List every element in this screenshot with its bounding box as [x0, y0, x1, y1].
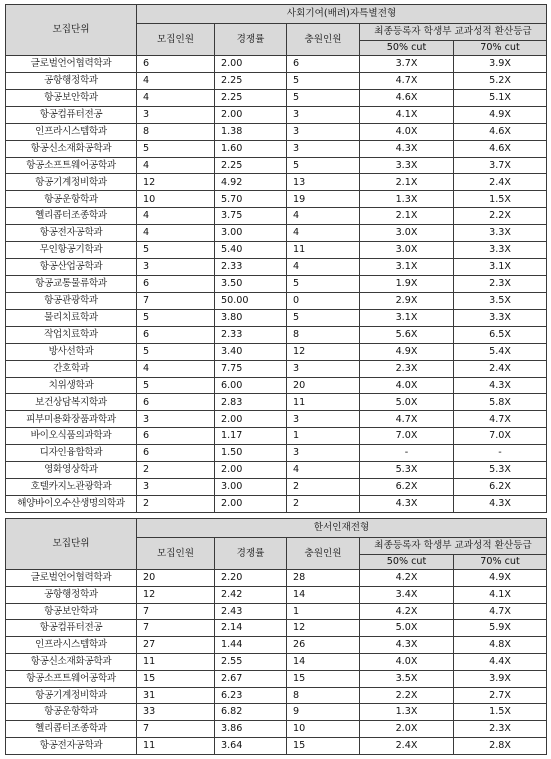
header-recruit: 모집인원	[137, 538, 215, 570]
table-row	[6, 411, 547, 428]
dept-name-cell: 항공전자공학과	[6, 225, 137, 242]
filled-count-cell: 15	[287, 670, 360, 687]
table-row	[6, 445, 547, 462]
competition-rate-cell: 2.20	[215, 570, 287, 587]
grade-70-cut-cell: 5.8X	[454, 394, 547, 411]
grade-50-cut-cell: 4.2X	[360, 570, 454, 587]
filled-count-cell: 5	[287, 309, 360, 326]
recruit-count-cell: 31	[137, 687, 215, 704]
grade-50-cut-cell: 3.1X	[360, 259, 454, 276]
filled-count-cell: 20	[287, 377, 360, 394]
grade-50-cut-cell: 5.3X	[360, 462, 454, 479]
dept-name-cell: 항공신소재화공학과	[6, 140, 137, 157]
table-row	[6, 721, 547, 738]
recruit-count-cell: 15	[137, 670, 215, 687]
filled-count-cell: 13	[287, 174, 360, 191]
dept-name-cell: 헬리콥터조종학과	[6, 721, 137, 738]
competition-rate-cell: 2.83	[215, 394, 287, 411]
dept-name-cell: 공항행정학과	[6, 72, 137, 89]
grade-50-cut-cell: 2.3X	[360, 360, 454, 377]
grade-70-cut-cell: 5.4X	[454, 343, 547, 360]
competition-rate-cell: 1.38	[215, 123, 287, 140]
filled-count-cell: 26	[287, 637, 360, 654]
table-row	[6, 259, 547, 276]
dept-name-cell: 항공컴퓨터전공	[6, 620, 137, 637]
grade-70-cut-cell: 1.5X	[454, 191, 547, 208]
competition-rate-cell: 1.60	[215, 140, 287, 157]
recruit-count-cell: 2	[137, 495, 215, 512]
recruit-count-cell: 5	[137, 242, 215, 259]
dept-name-cell: 헬리콥터조종학과	[6, 208, 137, 225]
competition-rate-cell: 3.75	[215, 208, 287, 225]
grade-50-cut-cell: 1.9X	[360, 275, 454, 292]
grade-50-cut-cell: 3.4X	[360, 586, 454, 603]
header-unit: 모집단위	[6, 519, 137, 570]
recruit-count-cell: 4	[137, 157, 215, 174]
header-50-cut: 50% cut	[360, 555, 454, 570]
competition-rate-cell: 2.55	[215, 653, 287, 670]
competition-rate-cell: 3.64	[215, 737, 287, 754]
grade-50-cut-cell: 6.2X	[360, 479, 454, 496]
filled-count-cell: 28	[287, 570, 360, 587]
recruit-count-cell: 10	[137, 191, 215, 208]
filled-count-cell: 3	[287, 445, 360, 462]
table-row	[6, 479, 547, 496]
recruit-count-cell: 11	[137, 737, 215, 754]
dept-name-cell: 바이오식품의과학과	[6, 428, 137, 445]
grade-50-cut-cell: 4.9X	[360, 343, 454, 360]
grade-70-cut-cell: 4.9X	[454, 106, 547, 123]
grade-70-cut-cell: 4.3X	[454, 377, 547, 394]
dept-name-cell: 디자인융합학과	[6, 445, 137, 462]
dept-name-cell: 항공관광학과	[6, 292, 137, 309]
grade-70-cut-cell: 2.2X	[454, 208, 547, 225]
header-70-cut: 70% cut	[454, 41, 547, 56]
grade-50-cut-cell: -	[360, 445, 454, 462]
grade-70-cut-cell: 5.9X	[454, 620, 547, 637]
header-compete: 경쟁률	[215, 24, 287, 56]
recruit-count-cell: 7	[137, 292, 215, 309]
dept-name-cell: 작업치료학과	[6, 326, 137, 343]
table-row	[6, 670, 547, 687]
table-row	[6, 570, 547, 587]
filled-count-cell: 3	[287, 360, 360, 377]
competition-rate-cell: 1.17	[215, 428, 287, 445]
header-filled: 충원인원	[287, 538, 360, 570]
dept-name-cell: 피부미용화장품과학과	[6, 411, 137, 428]
grade-70-cut-cell: 6.2X	[454, 479, 547, 496]
dept-name-cell: 인프라시스템학과	[6, 637, 137, 654]
grade-70-cut-cell: 4.8X	[454, 637, 547, 654]
filled-count-cell: 2	[287, 479, 360, 496]
grade-50-cut-cell: 2.1X	[360, 174, 454, 191]
grade-50-cut-cell: 5.6X	[360, 326, 454, 343]
grade-70-cut-cell: 3.3X	[454, 242, 547, 259]
grade-70-cut-cell: 2.4X	[454, 360, 547, 377]
recruit-count-cell: 5	[137, 343, 215, 360]
grade-70-cut-cell: 3.3X	[454, 225, 547, 242]
grade-70-cut-cell: 4.1X	[454, 586, 547, 603]
recruit-count-cell: 11	[137, 653, 215, 670]
grade-50-cut-cell: 4.0X	[360, 653, 454, 670]
dept-name-cell: 방사선학과	[6, 343, 137, 360]
grade-50-cut-cell: 7.0X	[360, 428, 454, 445]
filled-count-cell: 14	[287, 653, 360, 670]
recruit-count-cell: 3	[137, 106, 215, 123]
table-row	[6, 89, 547, 106]
filled-count-cell: 5	[287, 157, 360, 174]
table-row	[6, 495, 547, 512]
grade-50-cut-cell: 5.0X	[360, 394, 454, 411]
recruit-count-cell: 6	[137, 275, 215, 292]
filled-count-cell: 0	[287, 292, 360, 309]
recruit-count-cell: 4	[137, 208, 215, 225]
grade-50-cut-cell: 3.7X	[360, 56, 454, 73]
grade-70-cut-cell: 7.0X	[454, 428, 547, 445]
filled-count-cell: 4	[287, 462, 360, 479]
grade-70-cut-cell: -	[454, 445, 547, 462]
competition-rate-cell: 3.86	[215, 721, 287, 738]
filled-count-cell: 3	[287, 411, 360, 428]
grade-70-cut-cell: 3.9X	[454, 56, 547, 73]
filled-count-cell: 6	[287, 56, 360, 73]
dept-name-cell: 항공소프트웨어공학과	[6, 670, 137, 687]
filled-count-cell: 4	[287, 225, 360, 242]
grade-50-cut-cell: 5.0X	[360, 620, 454, 637]
grade-50-cut-cell: 2.0X	[360, 721, 454, 738]
recruit-count-cell: 5	[137, 140, 215, 157]
competition-rate-cell: 3.50	[215, 275, 287, 292]
grade-50-cut-cell: 2.9X	[360, 292, 454, 309]
grade-50-cut-cell: 4.3X	[360, 140, 454, 157]
competition-rate-cell: 2.33	[215, 326, 287, 343]
table-row	[6, 123, 547, 140]
table-row	[6, 106, 547, 123]
table-row	[6, 225, 547, 242]
competition-rate-cell: 6.00	[215, 377, 287, 394]
header-recruit: 모집인원	[137, 24, 215, 56]
filled-count-cell: 9	[287, 704, 360, 721]
filled-count-cell: 1	[287, 603, 360, 620]
filled-count-cell: 5	[287, 275, 360, 292]
recruit-count-cell: 6	[137, 445, 215, 462]
grade-70-cut-cell: 2.4X	[454, 174, 547, 191]
filled-count-cell: 12	[287, 620, 360, 637]
header-unit: 모집단위	[6, 5, 137, 56]
table-row	[6, 208, 547, 225]
competition-rate-cell: 5.70	[215, 191, 287, 208]
competition-rate-cell: 1.44	[215, 637, 287, 654]
hanseo-talent-table	[5, 518, 547, 755]
grade-50-cut-cell: 4.0X	[360, 123, 454, 140]
recruit-count-cell: 12	[137, 586, 215, 603]
table-row	[6, 428, 547, 445]
filled-count-cell: 3	[287, 106, 360, 123]
table-row	[6, 326, 547, 343]
header-grade: 최종등록자 학생부 교과성적 환산등급	[360, 24, 547, 41]
recruit-count-cell: 4	[137, 225, 215, 242]
filled-count-cell: 5	[287, 72, 360, 89]
table-row	[6, 140, 547, 157]
dept-name-cell: 항공소프트웨어공학과	[6, 157, 137, 174]
dept-name-cell: 글로벌언어협력학과	[6, 570, 137, 587]
filled-count-cell: 3	[287, 140, 360, 157]
recruit-count-cell: 5	[137, 309, 215, 326]
table-row	[6, 242, 547, 259]
competition-rate-cell: 4.92	[215, 174, 287, 191]
recruit-count-cell: 3	[137, 479, 215, 496]
special-admission-table	[5, 4, 547, 513]
filled-count-cell: 4	[287, 259, 360, 276]
grade-70-cut-cell: 1.5X	[454, 704, 547, 721]
table-row	[6, 687, 547, 704]
competition-rate-cell: 3.00	[215, 225, 287, 242]
filled-count-cell: 8	[287, 326, 360, 343]
recruit-count-cell: 4	[137, 360, 215, 377]
grade-70-cut-cell: 2.8X	[454, 737, 547, 754]
table-row	[6, 343, 547, 360]
competition-rate-cell: 2.00	[215, 495, 287, 512]
dept-name-cell: 항공기계정비학과	[6, 687, 137, 704]
filled-count-cell: 10	[287, 721, 360, 738]
header-group: 한서인재전형	[137, 519, 547, 538]
grade-70-cut-cell: 5.3X	[454, 462, 547, 479]
table-row	[6, 462, 547, 479]
recruit-count-cell: 7	[137, 603, 215, 620]
competition-rate-cell: 2.00	[215, 411, 287, 428]
table-row	[6, 637, 547, 654]
table-row	[6, 157, 547, 174]
table-row	[6, 275, 547, 292]
table-row	[6, 72, 547, 89]
grade-50-cut-cell: 4.3X	[360, 495, 454, 512]
dept-name-cell: 해양바이오수산생명의학과	[6, 495, 137, 512]
dept-name-cell: 항공운항학과	[6, 704, 137, 721]
grade-50-cut-cell: 4.0X	[360, 377, 454, 394]
table-row	[6, 394, 547, 411]
competition-rate-cell: 2.14	[215, 620, 287, 637]
recruit-count-cell: 2	[137, 462, 215, 479]
grade-50-cut-cell: 4.1X	[360, 106, 454, 123]
competition-rate-cell: 2.00	[215, 56, 287, 73]
competition-rate-cell: 7.75	[215, 360, 287, 377]
table-row	[6, 309, 547, 326]
grade-70-cut-cell: 4.6X	[454, 140, 547, 157]
table-row	[6, 620, 547, 637]
recruit-count-cell: 27	[137, 637, 215, 654]
recruit-count-cell: 3	[137, 259, 215, 276]
recruit-count-cell: 4	[137, 89, 215, 106]
grade-70-cut-cell: 4.4X	[454, 653, 547, 670]
competition-rate-cell: 2.25	[215, 157, 287, 174]
recruit-count-cell: 33	[137, 704, 215, 721]
filled-count-cell: 1	[287, 428, 360, 445]
recruit-count-cell: 6	[137, 326, 215, 343]
dept-name-cell: 항공산업공학과	[6, 259, 137, 276]
table-row	[6, 191, 547, 208]
grade-50-cut-cell: 3.0X	[360, 242, 454, 259]
grade-50-cut-cell: 4.7X	[360, 411, 454, 428]
recruit-count-cell: 12	[137, 174, 215, 191]
header-compete: 경쟁률	[215, 538, 287, 570]
recruit-count-cell: 7	[137, 721, 215, 738]
header-50-cut: 50% cut	[360, 41, 454, 56]
table-row	[6, 737, 547, 754]
grade-50-cut-cell: 1.3X	[360, 704, 454, 721]
recruit-count-cell: 3	[137, 411, 215, 428]
dept-name-cell: 물리치료학과	[6, 309, 137, 326]
dept-name-cell: 호텔카지노관광학과	[6, 479, 137, 496]
grade-50-cut-cell: 4.7X	[360, 72, 454, 89]
grade-70-cut-cell: 3.9X	[454, 670, 547, 687]
table-row	[6, 653, 547, 670]
grade-50-cut-cell: 4.6X	[360, 89, 454, 106]
recruit-count-cell: 7	[137, 620, 215, 637]
dept-name-cell: 항공전자공학과	[6, 737, 137, 754]
table-row	[6, 292, 547, 309]
grade-70-cut-cell: 4.7X	[454, 411, 547, 428]
filled-count-cell: 8	[287, 687, 360, 704]
recruit-count-cell: 6	[137, 428, 215, 445]
grade-70-cut-cell: 2.3X	[454, 275, 547, 292]
table-row	[6, 174, 547, 191]
filled-count-cell: 11	[287, 394, 360, 411]
competition-rate-cell: 50.00	[215, 292, 287, 309]
recruit-count-cell: 5	[137, 377, 215, 394]
grade-70-cut-cell: 4.6X	[454, 123, 547, 140]
competition-rate-cell: 2.67	[215, 670, 287, 687]
competition-rate-cell: 2.00	[215, 106, 287, 123]
competition-rate-cell: 2.43	[215, 603, 287, 620]
competition-rate-cell: 5.40	[215, 242, 287, 259]
dept-name-cell: 영화영상학과	[6, 462, 137, 479]
dept-name-cell: 항공보안학과	[6, 603, 137, 620]
competition-rate-cell: 6.23	[215, 687, 287, 704]
grade-50-cut-cell: 2.2X	[360, 687, 454, 704]
dept-name-cell: 치위생학과	[6, 377, 137, 394]
grade-50-cut-cell: 3.5X	[360, 670, 454, 687]
filled-count-cell: 19	[287, 191, 360, 208]
header-70-cut: 70% cut	[454, 555, 547, 570]
filled-count-cell: 12	[287, 343, 360, 360]
dept-name-cell: 항공컴퓨터전공	[6, 106, 137, 123]
table-row	[6, 603, 547, 620]
grade-70-cut-cell: 3.7X	[454, 157, 547, 174]
filled-count-cell: 11	[287, 242, 360, 259]
competition-rate-cell: 3.80	[215, 309, 287, 326]
filled-count-cell: 5	[287, 89, 360, 106]
grade-50-cut-cell: 3.0X	[360, 225, 454, 242]
recruit-count-cell: 4	[137, 72, 215, 89]
competition-rate-cell: 2.25	[215, 72, 287, 89]
recruit-count-cell: 6	[137, 394, 215, 411]
competition-rate-cell: 6.82	[215, 704, 287, 721]
table-row	[6, 56, 547, 73]
grade-70-cut-cell: 3.3X	[454, 309, 547, 326]
table-row	[6, 704, 547, 721]
grade-50-cut-cell: 1.3X	[360, 191, 454, 208]
table-row	[6, 377, 547, 394]
grade-70-cut-cell: 2.3X	[454, 721, 547, 738]
grade-70-cut-cell: 4.9X	[454, 570, 547, 587]
competition-rate-cell: 2.33	[215, 259, 287, 276]
recruit-count-cell: 20	[137, 570, 215, 587]
competition-rate-cell: 2.25	[215, 89, 287, 106]
dept-name-cell: 공항행정학과	[6, 586, 137, 603]
grade-70-cut-cell: 5.1X	[454, 89, 547, 106]
filled-count-cell: 15	[287, 737, 360, 754]
recruit-count-cell: 8	[137, 123, 215, 140]
grade-50-cut-cell: 2.4X	[360, 737, 454, 754]
filled-count-cell: 3	[287, 123, 360, 140]
competition-rate-cell: 3.00	[215, 479, 287, 496]
grade-70-cut-cell: 4.3X	[454, 495, 547, 512]
grade-70-cut-cell: 3.1X	[454, 259, 547, 276]
dept-name-cell: 무인항공기학과	[6, 242, 137, 259]
filled-count-cell: 2	[287, 495, 360, 512]
competition-rate-cell: 2.42	[215, 586, 287, 603]
grade-70-cut-cell: 2.7X	[454, 687, 547, 704]
table-row	[6, 586, 547, 603]
competition-rate-cell: 1.50	[215, 445, 287, 462]
filled-count-cell: 14	[287, 586, 360, 603]
grade-50-cut-cell: 3.1X	[360, 309, 454, 326]
dept-name-cell: 글로벌언어협력학과	[6, 56, 137, 73]
grade-50-cut-cell: 2.1X	[360, 208, 454, 225]
grade-50-cut-cell: 4.2X	[360, 603, 454, 620]
dept-name-cell: 인프라시스템학과	[6, 123, 137, 140]
dept-name-cell: 항공기계정비학과	[6, 174, 137, 191]
competition-rate-cell: 2.00	[215, 462, 287, 479]
grade-50-cut-cell: 3.3X	[360, 157, 454, 174]
dept-name-cell: 항공보안학과	[6, 89, 137, 106]
dept-name-cell: 항공운항학과	[6, 191, 137, 208]
grade-50-cut-cell: 4.3X	[360, 637, 454, 654]
grade-70-cut-cell: 3.5X	[454, 292, 547, 309]
dept-name-cell: 보건상담복지학과	[6, 394, 137, 411]
header-group: 사회기여(배려)자특별전형	[137, 5, 547, 24]
table-row	[6, 360, 547, 377]
grade-70-cut-cell: 5.2X	[454, 72, 547, 89]
recruit-count-cell: 6	[137, 56, 215, 73]
header-filled: 충원인원	[287, 24, 360, 56]
dept-name-cell: 항공신소재화공학과	[6, 653, 137, 670]
header-grade: 최종등록자 학생부 교과성적 환산등급	[360, 538, 547, 555]
grade-70-cut-cell: 4.7X	[454, 603, 547, 620]
dept-name-cell: 간호학과	[6, 360, 137, 377]
competition-rate-cell: 3.40	[215, 343, 287, 360]
filled-count-cell: 4	[287, 208, 360, 225]
grade-70-cut-cell: 6.5X	[454, 326, 547, 343]
dept-name-cell: 항공교통물류학과	[6, 275, 137, 292]
